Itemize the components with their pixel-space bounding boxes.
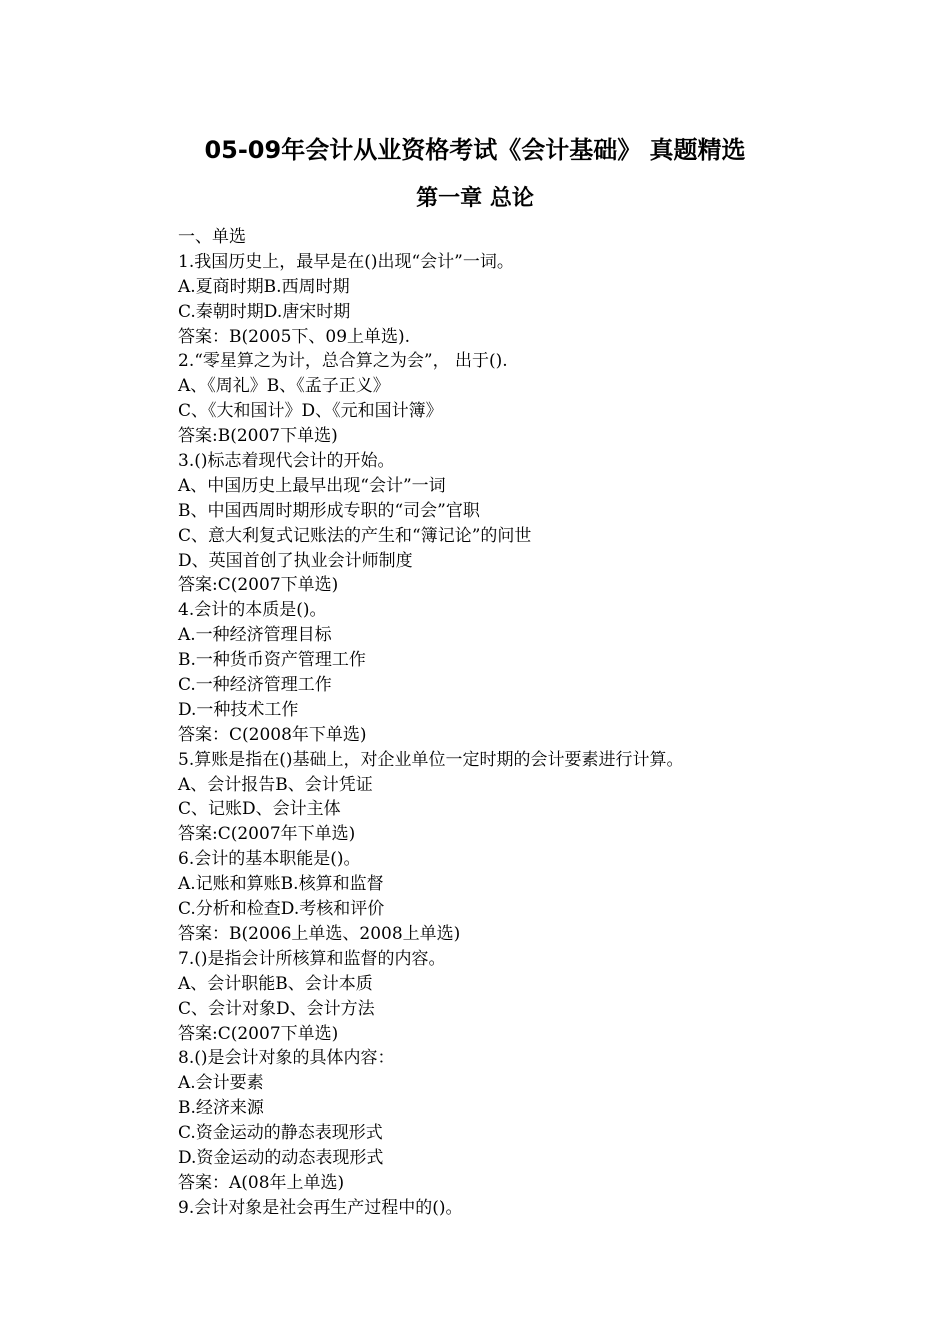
text-line: A、《周礼》B、《孟子正义》 [178,376,390,397]
text-line: C.一种经济管理工作 [178,675,332,696]
document-title: 05-09年会计从业资格考试《会计基础》 真题精选 [204,136,746,164]
text-line: C、记账D、会计主体 [178,799,341,820]
text-line: 7.()是指会计所核算和监督的内容。 [178,948,446,969]
text-line: A.记账和算账B.核算和监督 [178,874,384,895]
text-line: 5.算账是指在()基础上，对企业单位一定时期的会计要素进行计算。 [178,749,684,770]
text-line: C.秦朝时期D.唐宋时期 [178,301,351,322]
text-line: C、《大和国计》D、《元和国计簿》 [178,401,443,422]
text-line: C.资金运动的静态表现形式 [178,1123,383,1144]
text-line: A、中国历史上最早出现“会计”一词 [178,475,446,496]
text-line: D.一种技术工作 [178,699,299,720]
text-line: A.会计要素 [178,1073,264,1094]
text-line: 答案：A(08年上单选) [178,1172,345,1193]
text-line: 答案:C(2007下单选) [178,1023,339,1044]
text-line: 8.()是会计对象的具体内容： [178,1048,395,1069]
text-line: A、会计职能B、会计本质 [178,973,373,994]
text-line: B.一种货币资产管理工作 [178,650,366,671]
document-body [178,225,878,1221]
text-line: 6.会计的基本职能是()。 [178,849,361,870]
text-line: 4.会计的本质是()。 [178,600,327,621]
text-line: C、意大利复式记账法的产生和“簿记论”的问世 [178,525,532,546]
text-line: B、中国西周时期形成专职的“司会”官职 [178,500,480,521]
text-line: A、会计报告B、会计凭证 [178,774,373,795]
text-line: C、会计对象D、会计方法 [178,998,375,1019]
text-line: 一、单选 [178,227,246,247]
text-line: 9.会计对象是社会再生产过程中的()。 [178,1197,463,1218]
text-line: 答案：C(2008年下单选) [178,724,367,745]
text-line: 1.我国历史上，最早是在()出现“会计”一词。 [178,251,514,272]
text-line: 答案：B(2006上单选、2008上单选) [178,923,461,944]
text-line: B.经济来源 [178,1098,264,1119]
text-line: 答案:C(2007下单选) [178,575,339,596]
text-line: C.分析和检查D.考核和评价 [178,899,385,920]
text-line: D、英国首创了执业会计师制度 [178,550,413,571]
text-line: A.夏商时期B.西周时期 [178,276,350,297]
text-line: A.一种经济管理目标 [178,625,332,646]
text-line: 答案:C(2007年下单选) [178,824,356,845]
text-line: D.资金运动的动态表现形式 [178,1147,384,1168]
text-line: 3.()标志着现代会计的开始。 [178,451,395,472]
text-line: 2.“零星算之为计，总合算之为会”， 出于(). [178,351,508,372]
chapter-heading: 第一章 总论 [416,186,534,211]
text-line: 答案：B(2005下、09上单选). [178,326,411,347]
text-line: 答案:B(2007下单选) [178,426,338,447]
